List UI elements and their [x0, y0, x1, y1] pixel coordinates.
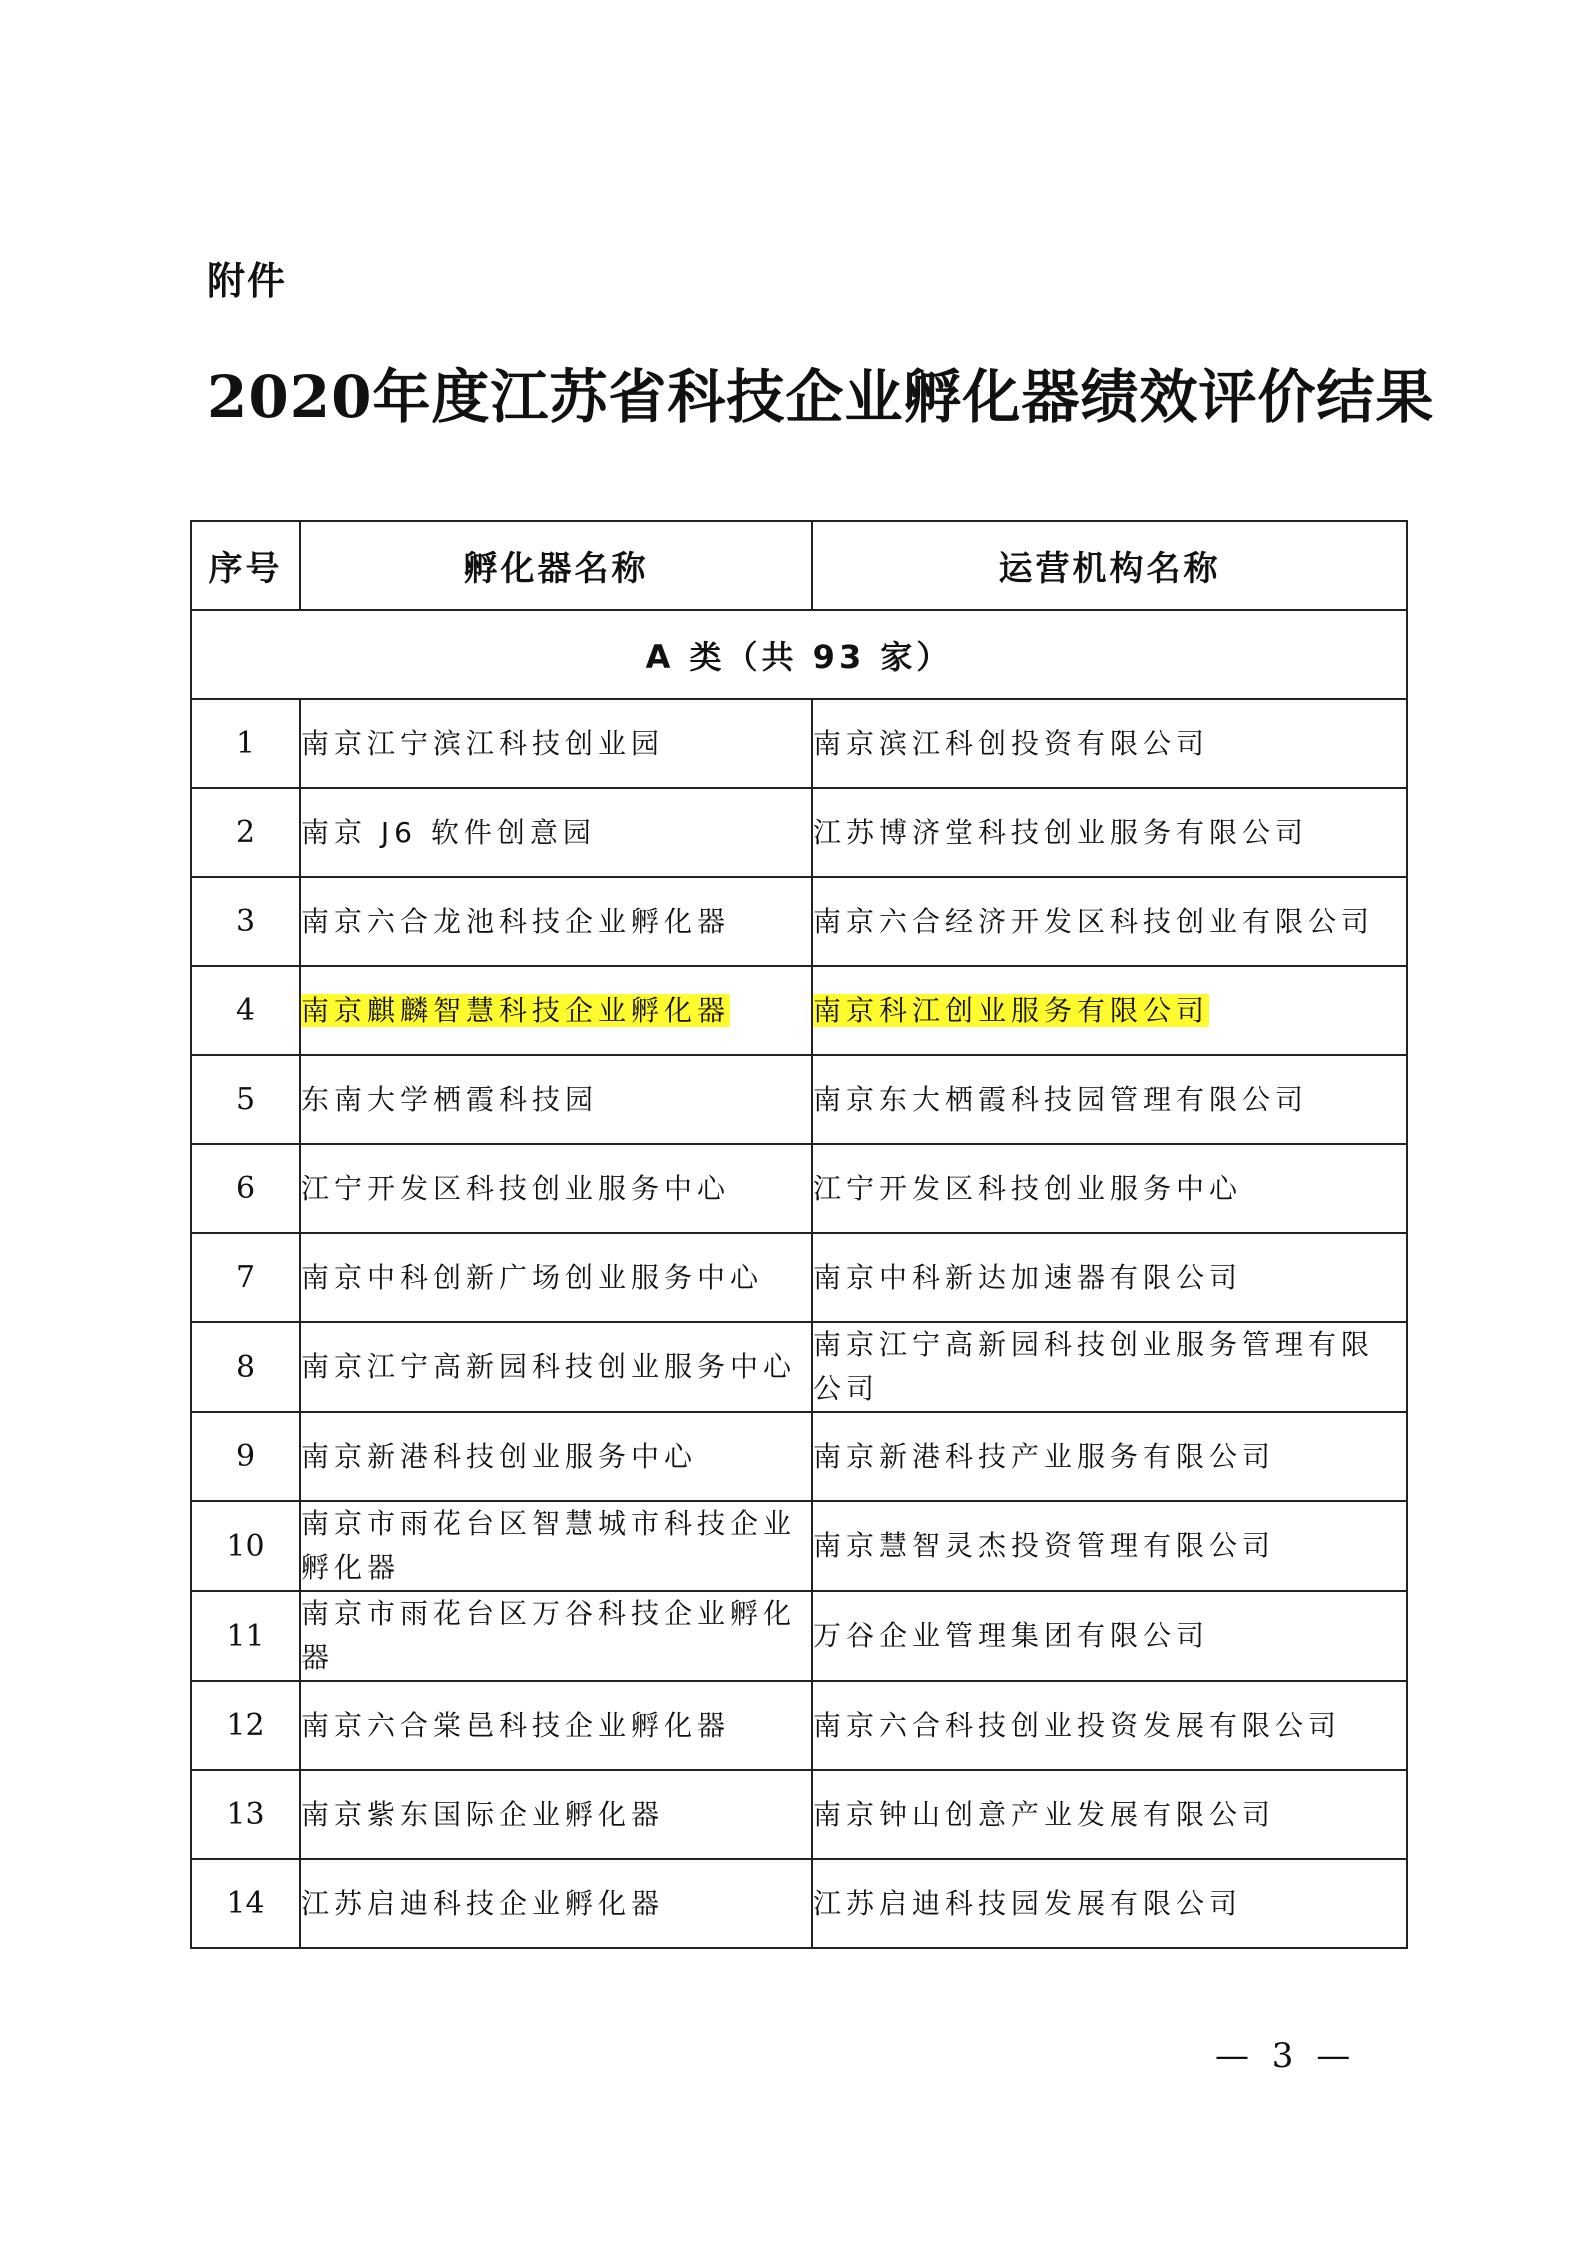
- operator-name-cell: 江苏博济堂科技创业服务有限公司: [812, 788, 1407, 877]
- operator-name-cell: 江宁开发区科技创业服务中心: [812, 1144, 1407, 1233]
- table-row: [191, 877, 1407, 966]
- table-row: [191, 1501, 1407, 1591]
- incubator-name-cell: 南京江宁滨江科技创业园: [300, 699, 812, 788]
- table-row: [191, 1055, 1407, 1144]
- highlighted-incubator-name: 南京麒麟智慧科技企业孵化器: [301, 993, 731, 1027]
- incubator-name-cell: 南京新港科技创业服务中心: [300, 1412, 812, 1501]
- row-number: 5: [191, 1055, 300, 1144]
- table-row: [191, 1412, 1407, 1501]
- row-number: 10: [191, 1501, 300, 1591]
- category-label: A 类（共 93 家）: [191, 610, 1407, 699]
- operator-name-cell: 南京六合科技创业投资发展有限公司: [812, 1681, 1407, 1770]
- row-number: 9: [191, 1412, 300, 1501]
- document-title: 2020年度江苏省科技企业孵化器绩效评价结果: [207, 363, 1435, 431]
- table-row: [191, 1233, 1407, 1322]
- row-number: 7: [191, 1233, 300, 1322]
- operator-name-cell: 南京新港科技产业服务有限公司: [812, 1412, 1407, 1501]
- results-table: [190, 520, 1408, 1949]
- header-no: 序号: [191, 521, 300, 610]
- header-operator-name: 运营机构名称: [812, 521, 1407, 610]
- operator-name-cell: 南京中科新达加速器有限公司: [812, 1233, 1407, 1322]
- operator-name-cell: 南京东大栖霞科技园管理有限公司: [812, 1055, 1407, 1144]
- incubator-name-cell: 江宁开发区科技创业服务中心: [300, 1144, 812, 1233]
- operator-name-cell: 万谷企业管理集团有限公司: [812, 1591, 1407, 1681]
- row-number: 2: [191, 788, 300, 877]
- row-number: 3: [191, 877, 300, 966]
- table-row: [191, 1681, 1407, 1770]
- table-row: [191, 1322, 1407, 1412]
- operator-name-cell: 南京钟山创意产业发展有限公司: [812, 1770, 1407, 1859]
- table-row: [191, 1144, 1407, 1233]
- incubator-name-cell: 东南大学栖霞科技园: [300, 1055, 812, 1144]
- table-row: [191, 1770, 1407, 1859]
- incubator-name-cell: 南京市雨花台区智慧城市科技企业孵化器: [300, 1501, 812, 1591]
- operator-name-cell: 南京慧智灵杰投资管理有限公司: [812, 1501, 1407, 1591]
- table-row: [191, 788, 1407, 877]
- operator-name-cell: 南京滨江科创投资有限公司: [812, 699, 1407, 788]
- category-row: [191, 610, 1407, 699]
- row-number: 11: [191, 1591, 300, 1681]
- page-number: — 3 —: [1215, 2036, 1357, 2076]
- row-number: 13: [191, 1770, 300, 1859]
- table-row: [191, 699, 1407, 788]
- table-row: [191, 966, 1407, 1055]
- header-incubator-name: 孵化器名称: [300, 521, 812, 610]
- attachment-label: 附件: [207, 259, 288, 303]
- operator-name-cell: 南京江宁高新园科技创业服务管理有限公司: [812, 1322, 1407, 1412]
- incubator-name-cell: [300, 966, 812, 1055]
- incubator-name-cell: 南京紫东国际企业孵化器: [300, 1770, 812, 1859]
- row-number: 8: [191, 1322, 300, 1412]
- incubator-name-cell: 南京江宁高新园科技创业服务中心: [300, 1322, 812, 1412]
- row-number: 6: [191, 1144, 300, 1233]
- incubator-name-cell: 江苏启迪科技企业孵化器: [300, 1859, 812, 1948]
- row-number: 14: [191, 1859, 300, 1948]
- row-number: 1: [191, 699, 300, 788]
- incubator-name-cell: 南京六合棠邑科技企业孵化器: [300, 1681, 812, 1770]
- highlighted-operator-name: 南京科江创业服务有限公司: [813, 993, 1210, 1027]
- table-row: [191, 1859, 1407, 1948]
- incubator-name-cell: 南京六合龙池科技企业孵化器: [300, 877, 812, 966]
- incubator-name-cell: 南京 J6 软件创意园: [300, 788, 812, 877]
- operator-name-cell: 江苏启迪科技园发展有限公司: [812, 1859, 1407, 1948]
- incubator-name-cell: 南京中科创新广场创业服务中心: [300, 1233, 812, 1322]
- operator-name-cell: [812, 966, 1407, 1055]
- row-number: 4: [191, 966, 300, 1055]
- table-header-row: [191, 521, 1407, 610]
- incubator-name-cell: 南京市雨花台区万谷科技企业孵化器: [300, 1591, 812, 1681]
- operator-name-cell: 南京六合经济开发区科技创业有限公司: [812, 877, 1407, 966]
- table-row: [191, 1591, 1407, 1681]
- row-number: 12: [191, 1681, 300, 1770]
